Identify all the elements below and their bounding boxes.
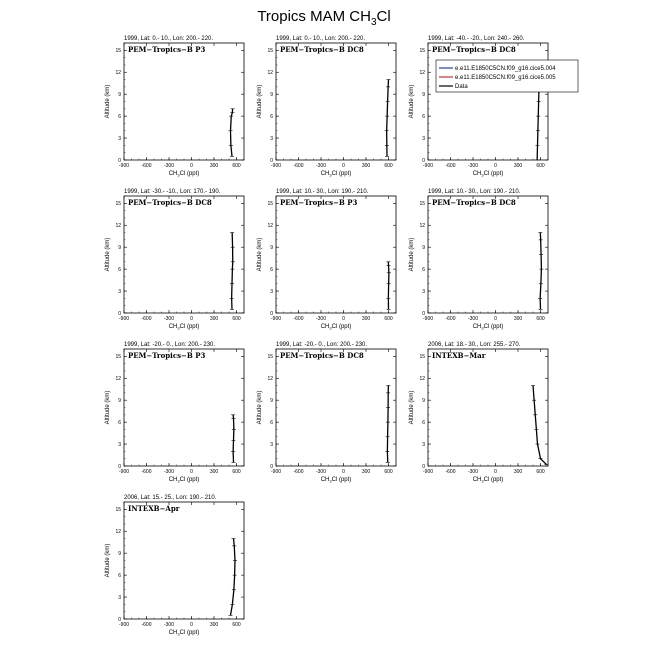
y-tick-label: 6 xyxy=(118,113,121,120)
data-series-line xyxy=(533,386,547,465)
y-tick-label: 12 xyxy=(115,529,121,536)
campaign-label: INTEXB−Apr xyxy=(128,504,180,513)
panel-header: 2006, Lat: 18.- 30., Lon: 255.- 270. xyxy=(428,342,521,348)
panel-header: 1999, Lat: 0.- 10., Lon: 200.- 220. xyxy=(276,36,366,42)
x-axis-label: $CH_3Cl$ (ppt) xyxy=(320,171,352,178)
x-tick-label: -300 xyxy=(163,622,175,628)
y-axis-label: Altitude (km) xyxy=(257,390,263,425)
y-tick-label: 0 xyxy=(422,463,425,470)
x-tick-label: -600 xyxy=(293,316,304,322)
x-tick-label: 300 xyxy=(513,316,523,322)
x-tick-label: -600 xyxy=(445,163,456,169)
x-tick-label: -300 xyxy=(315,316,327,322)
x-tick-label: 0 xyxy=(190,316,193,322)
y-tick-label: 0 xyxy=(118,463,121,470)
y-tick-label: 6 xyxy=(118,266,121,273)
y-tick-label: 12 xyxy=(267,223,273,230)
x-tick-label: -300 xyxy=(315,163,327,169)
y-axis-label: Altitude (km) xyxy=(105,237,111,272)
x-tick-label: -900 xyxy=(118,163,130,169)
x-tick-label: -900 xyxy=(270,316,282,322)
y-tick-label: 0 xyxy=(118,157,121,164)
x-tick-label: -900 xyxy=(118,622,130,628)
data-series-line xyxy=(232,233,233,310)
y-tick-label: 0 xyxy=(118,616,121,623)
y-tick-label: 0 xyxy=(270,463,273,470)
data-series-line xyxy=(388,262,389,310)
plot-frame xyxy=(124,43,244,160)
x-tick-label: 0 xyxy=(494,469,497,475)
y-axis-label: Altitude (km) xyxy=(257,84,263,119)
panel-header: 1999, Lat: 10.- 30., Lon: 190.- 210. xyxy=(428,189,521,195)
x-tick-label: -300 xyxy=(467,163,479,169)
y-tick-label: 3 xyxy=(270,135,273,142)
chart-panel-5 xyxy=(257,189,396,331)
x-tick-label: 600 xyxy=(232,469,241,475)
y-tick-label: 12 xyxy=(115,70,121,77)
chart-panel-3 xyxy=(409,36,556,178)
y-tick-label: 3 xyxy=(422,441,425,448)
x-tick-label: 300 xyxy=(361,316,371,322)
x-tick-label: 300 xyxy=(209,316,219,322)
y-tick-label: 15 xyxy=(419,201,425,208)
y-tick-label: 12 xyxy=(267,70,273,77)
x-tick-label: 300 xyxy=(209,622,219,628)
plot-frame xyxy=(428,196,548,313)
x-tick-label: 600 xyxy=(232,163,241,169)
x-tick-label: 600 xyxy=(232,622,241,628)
x-tick-label: -900 xyxy=(270,163,282,169)
x-axis-label: $CH_3Cl$ (ppt) xyxy=(472,324,504,331)
x-tick-label: -300 xyxy=(163,163,175,169)
chart-panel-9 xyxy=(409,342,548,484)
legend-entry: e.e11.E1850C5CN.f09_g16.cice5.005 xyxy=(455,75,556,81)
panel-header: 1999, Lat: -20.- 0., Lon: 200.- 230. xyxy=(124,342,216,348)
y-tick-label: 3 xyxy=(422,135,425,142)
x-tick-label: 600 xyxy=(536,316,545,322)
y-tick-label: 15 xyxy=(267,201,273,208)
x-tick-label: 600 xyxy=(232,316,241,322)
y-tick-label: 0 xyxy=(422,157,425,164)
x-tick-label: -300 xyxy=(315,469,327,475)
y-axis-label: Altitude (km) xyxy=(105,390,111,425)
figure-title-main: Tropics MAM CH xyxy=(257,8,371,25)
x-axis-label: $CH_3Cl$ (ppt) xyxy=(168,630,200,637)
campaign-label: PEM−Tropics−B DC8 xyxy=(280,45,364,54)
y-tick-label: 9 xyxy=(270,244,273,251)
x-tick-label: 0 xyxy=(494,316,497,322)
y-tick-label: 15 xyxy=(115,201,121,208)
y-tick-label: 6 xyxy=(118,419,121,426)
plot-frame xyxy=(124,349,244,466)
legend xyxy=(436,60,578,92)
x-axis-label: $CH_3Cl$ (ppt) xyxy=(472,477,504,484)
y-tick-label: 12 xyxy=(419,376,425,383)
y-tick-label: 15 xyxy=(267,354,273,361)
y-tick-label: 3 xyxy=(118,594,121,601)
panel-header: 2006, Lat: 15.- 25., Lon: 190.- 210. xyxy=(124,495,217,501)
y-tick-label: 0 xyxy=(118,310,121,317)
y-axis-label: Altitude (km) xyxy=(409,84,415,119)
x-axis-label: $CH_3Cl$ (ppt) xyxy=(168,477,200,484)
y-tick-label: 6 xyxy=(118,572,121,579)
x-tick-label: 0 xyxy=(342,469,345,475)
legend-entry: Data xyxy=(455,84,468,90)
x-tick-label: -600 xyxy=(141,469,152,475)
x-tick-label: -600 xyxy=(141,622,152,628)
plot-frame xyxy=(276,349,396,466)
x-tick-label: -600 xyxy=(293,163,304,169)
y-tick-label: 15 xyxy=(115,507,121,514)
x-tick-label: 600 xyxy=(384,316,393,322)
y-tick-label: 12 xyxy=(419,223,425,230)
x-tick-label: 0 xyxy=(494,163,497,169)
x-tick-label: -900 xyxy=(270,469,282,475)
y-axis-label: Altitude (km) xyxy=(105,84,111,119)
x-tick-label: -300 xyxy=(163,469,175,475)
y-tick-label: 12 xyxy=(115,223,121,230)
y-tick-label: 3 xyxy=(118,288,121,295)
plot-frame xyxy=(276,43,396,160)
x-tick-label: -300 xyxy=(467,316,479,322)
y-tick-label: 9 xyxy=(118,397,121,404)
y-tick-label: 0 xyxy=(422,310,425,317)
y-axis-label: Altitude (km) xyxy=(409,390,415,425)
x-tick-label: -300 xyxy=(163,316,175,322)
x-tick-label: 300 xyxy=(209,163,219,169)
data-series-line xyxy=(233,415,234,463)
y-tick-label: 6 xyxy=(270,266,273,273)
y-tick-label: 12 xyxy=(267,376,273,383)
y-tick-label: 9 xyxy=(422,91,425,98)
panel-header: 1999, Lat: 10.- 30., Lon: 190.- 210. xyxy=(276,189,369,195)
x-tick-label: 600 xyxy=(536,469,545,475)
data-series-line xyxy=(387,386,388,463)
plot-frame xyxy=(124,502,244,619)
y-tick-label: 3 xyxy=(270,441,273,448)
campaign-label: PEM−Tropics−B DC8 xyxy=(280,351,364,360)
y-tick-label: 15 xyxy=(419,354,425,361)
chart-panel-1 xyxy=(105,36,244,178)
panel-header: 1999, Lat: -20.- 0., Lon: 200.- 230. xyxy=(276,342,368,348)
chart-panel-2 xyxy=(257,36,396,178)
chart-panel-8 xyxy=(257,342,396,484)
x-tick-label: -900 xyxy=(118,316,130,322)
y-tick-label: 6 xyxy=(270,419,273,426)
x-tick-label: 300 xyxy=(209,469,219,475)
chart-panel-4 xyxy=(105,189,244,331)
plot-frame xyxy=(124,196,244,313)
y-tick-label: 15 xyxy=(115,354,121,361)
panel-header: 1999, Lat: -40.- -20., Lon: 240.- 260. xyxy=(428,36,525,42)
y-tick-label: 9 xyxy=(118,550,121,557)
campaign-label: INTEXB−Mar xyxy=(432,351,486,360)
panel-header: 1999, Lat: -30.- -10., Lon: 170.- 190. xyxy=(124,189,221,195)
chart-panel-6 xyxy=(409,189,548,331)
x-axis-label: $CH_3Cl$ (ppt) xyxy=(168,324,200,331)
x-tick-label: 600 xyxy=(384,469,393,475)
y-tick-label: 9 xyxy=(422,397,425,404)
x-tick-label: 0 xyxy=(190,469,193,475)
x-tick-label: -600 xyxy=(445,316,456,322)
x-axis-label: $CH_3Cl$ (ppt) xyxy=(320,324,352,331)
chart-panel-7 xyxy=(105,342,244,484)
data-series-line xyxy=(231,539,236,616)
campaign-label: PEM−Tropics−B DC8 xyxy=(128,198,212,207)
x-tick-label: -900 xyxy=(422,316,434,322)
x-axis-label: $CH_3Cl$ (ppt) xyxy=(320,477,352,484)
x-tick-label: -900 xyxy=(422,163,434,169)
y-tick-label: 9 xyxy=(270,397,273,404)
x-tick-label: 300 xyxy=(513,469,523,475)
y-tick-label: 9 xyxy=(422,244,425,251)
x-tick-label: 0 xyxy=(190,622,193,628)
y-tick-label: 12 xyxy=(115,376,121,383)
legend-entry: e.e11.E1850C5CN.f09_g16.cice5.004 xyxy=(455,66,556,72)
x-tick-label: -600 xyxy=(141,316,152,322)
y-tick-label: 15 xyxy=(419,48,425,55)
x-tick-label: -600 xyxy=(141,163,152,169)
y-tick-label: 6 xyxy=(422,266,425,273)
x-tick-label: 300 xyxy=(361,163,371,169)
data-series-line xyxy=(387,80,389,157)
campaign-label: PEM−Tropics−B P3 xyxy=(128,351,206,360)
y-tick-label: 9 xyxy=(118,244,121,251)
campaign-label: PEM−Tropics−B DC8 xyxy=(432,45,516,54)
y-tick-label: 3 xyxy=(422,288,425,295)
y-tick-label: 15 xyxy=(267,48,273,55)
x-tick-label: -900 xyxy=(118,469,130,475)
y-axis-label: Altitude (km) xyxy=(257,237,263,272)
x-axis-label: $CH_3Cl$ (ppt) xyxy=(472,171,504,178)
x-tick-label: 300 xyxy=(361,469,371,475)
x-tick-label: -900 xyxy=(422,469,434,475)
plot-frame xyxy=(276,196,396,313)
figure-title-subscript: 3 xyxy=(370,17,377,28)
x-tick-label: 300 xyxy=(513,163,523,169)
y-tick-label: 0 xyxy=(270,157,273,164)
x-tick-label: -600 xyxy=(293,469,304,475)
y-axis-label: Altitude (km) xyxy=(105,543,111,578)
data-series-line xyxy=(540,233,541,310)
chart-panel-10 xyxy=(105,495,244,637)
x-axis-label: $CH_3Cl$ (ppt) xyxy=(168,171,200,178)
y-tick-label: 6 xyxy=(270,113,273,120)
y-tick-label: 9 xyxy=(118,91,121,98)
x-tick-label: -600 xyxy=(445,469,456,475)
campaign-label: PEM−Tropics−B P3 xyxy=(280,198,358,207)
y-axis-label: Altitude (km) xyxy=(409,237,415,272)
campaign-label: PEM−Tropics−B P3 xyxy=(128,45,206,54)
y-tick-label: 3 xyxy=(118,135,121,142)
y-tick-label: 0 xyxy=(270,310,273,317)
figure-title xyxy=(0,8,648,28)
plot-frame xyxy=(428,349,548,466)
x-tick-label: 0 xyxy=(342,316,345,322)
x-tick-label: 0 xyxy=(190,163,193,169)
x-tick-label: 600 xyxy=(536,163,545,169)
y-tick-label: 3 xyxy=(118,441,121,448)
figure-title-end: Cl xyxy=(376,8,391,25)
campaign-label: PEM−Tropics−B DC8 xyxy=(432,198,516,207)
y-tick-label: 6 xyxy=(422,113,425,120)
x-tick-label: -300 xyxy=(467,469,479,475)
x-tick-label: 0 xyxy=(342,163,345,169)
y-tick-label: 6 xyxy=(422,419,425,426)
y-tick-label: 15 xyxy=(115,48,121,55)
y-tick-label: 9 xyxy=(270,91,273,98)
panel-header: 1999, Lat: 0.- 10., Lon: 200.- 220. xyxy=(124,36,214,42)
x-tick-label: 600 xyxy=(384,163,393,169)
y-tick-label: 3 xyxy=(270,288,273,295)
y-tick-label: 12 xyxy=(419,70,425,77)
